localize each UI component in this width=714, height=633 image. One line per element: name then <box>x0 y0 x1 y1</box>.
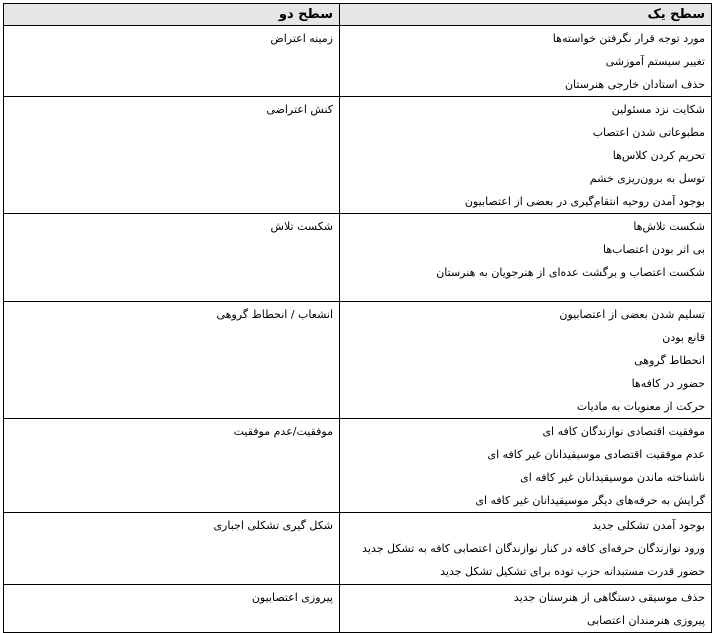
table-row <box>4 419 712 513</box>
level-one-item: ناشناخته ماندن موسیقیدانان غیر کافه ای <box>520 471 705 484</box>
level-two-category: شکل گیری تشکلی اجباری <box>213 519 333 532</box>
level-one-item: مورد توجه قرار نگرفتن خواسته‌ها <box>552 32 705 45</box>
coding-table-container <box>3 3 711 633</box>
level-one-cell <box>340 302 712 419</box>
level-two-cell <box>4 26 340 97</box>
level-one-cell <box>340 214 712 302</box>
level-one-item: انحطاط گروهی <box>634 354 705 367</box>
level-one-item: حذف استادان خارجی هنرستان <box>564 78 705 91</box>
level-one-item: حذف موسیقی دستگاهی از هنرستان جدید <box>513 591 705 604</box>
level-one-item: قانع بودن <box>662 331 705 344</box>
level-one-item: مطبوعاتی شدن اعتصاب <box>592 126 705 139</box>
table-row <box>4 302 712 419</box>
header-level-one: سطح یک <box>340 4 712 26</box>
level-one-item: پیروزی هنرمندان اعتصابی <box>586 614 705 627</box>
level-one-cell <box>340 26 712 97</box>
header-level-two: سطح دو <box>4 4 340 26</box>
level-one-item: شکست تلاش‌ها <box>633 220 705 233</box>
level-one-cell <box>340 97 712 214</box>
level-two-cell <box>4 97 340 214</box>
level-two-cell <box>4 302 340 419</box>
level-one-item: تغییر سیستم آموزشی <box>605 55 705 68</box>
table-row <box>4 585 712 633</box>
table-row <box>4 97 712 214</box>
level-one-cell <box>340 585 712 633</box>
table-row <box>4 26 712 97</box>
level-two-category: کنش اعتراضی <box>266 103 333 116</box>
level-one-cell <box>340 419 712 513</box>
level-one-item: شکایت نزد مسئولین <box>611 103 705 116</box>
level-two-category: شکست تلاش <box>270 220 333 233</box>
level-two-cell <box>4 214 340 302</box>
level-one-cell <box>340 513 712 585</box>
level-one-item: گرایش به حرفه‌های دیگر موسیقیدانان غیر کافه ای <box>475 494 705 507</box>
level-one-item: بی اثر بودن اعتصاب‌ها <box>603 243 705 256</box>
level-two-category: موفقیت/عدم موفقیت <box>233 425 333 438</box>
header-row <box>4 4 712 26</box>
level-two-category: پیروزی اعتصابیون <box>251 591 333 604</box>
level-two-cell <box>4 585 340 633</box>
level-one-item: توسل به برون‌ریزی خشم <box>589 172 705 185</box>
level-two-category: انشعاب / انحطاط گروهی <box>216 308 333 321</box>
level-one-item: حرکت از معنویات به مادیات <box>576 400 705 413</box>
level-one-item: تحریم کردن کلاس‌ها <box>612 149 705 162</box>
level-one-item: ورود نوازندگان حرفه‌ای کافه در کنار نوازندگان اعتصابی کافه به تشکل جدید <box>362 542 705 555</box>
level-one-item: حضور در کافه‌ها <box>631 377 705 390</box>
coding-table <box>3 3 712 633</box>
level-two-category: زمینه اعتراض <box>270 32 333 45</box>
level-two-cell <box>4 419 340 513</box>
level-one-item: عدم موفقیت اقتصادی موسیقیدانان غیر کافه ای <box>487 448 705 461</box>
table-row <box>4 214 712 302</box>
level-one-item: بوجود آمدن تشکلی جدید <box>592 519 705 532</box>
level-one-item: موفقیت اقتصادی نوازندگان کافه ای <box>542 425 705 438</box>
level-two-cell <box>4 513 340 585</box>
level-one-item: حضور قدرت مستبدانه حزب توده برای تشکیل تشکل جدید <box>440 565 705 578</box>
level-one-item: تسلیم شدن بعضی از اعتصابیون <box>559 308 705 321</box>
level-one-item: بوجود آمدن روحیه انتقام‌گیری در بعضی از اعتصابیون <box>464 195 705 208</box>
table-row <box>4 513 712 585</box>
level-one-item: شکست اعتصاب و برگشت عده‌ای از هنرجویان به هنرستان <box>436 266 705 279</box>
